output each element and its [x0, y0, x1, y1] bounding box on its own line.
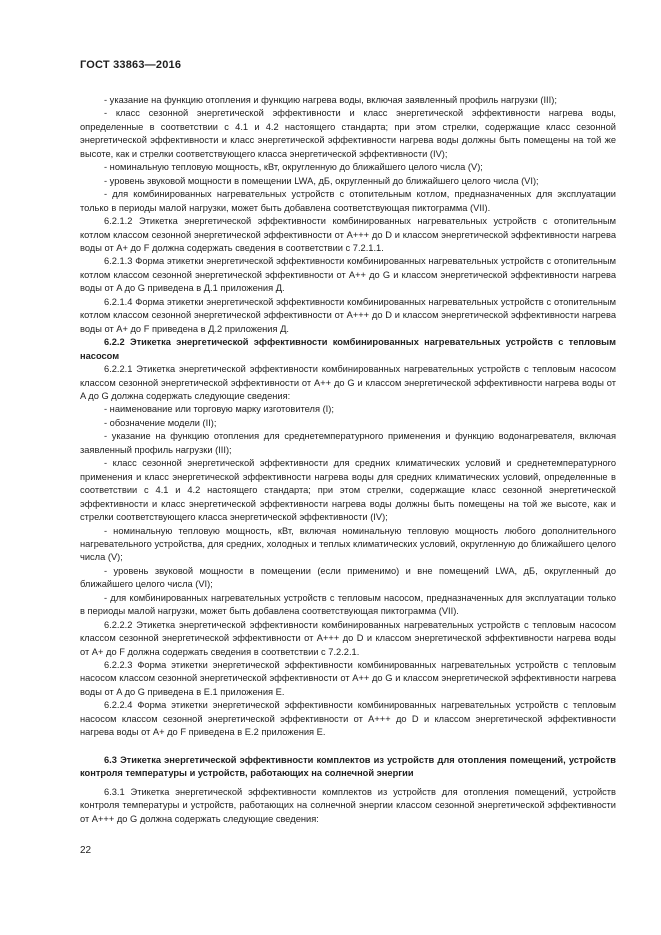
clause-paragraph: 6.2.1.3 Форма этикетки энергетической эффективности комбинированных нагревательных устройств с отопительным котлом классом сезонной энергетической эффективности от A++ до G и классом энергетической эффективности нагрева воды от A до G приведена в Д.1 приложения Д.: [80, 256, 616, 294]
list-item: - обозначение модели (II);: [104, 417, 217, 428]
clause-paragraph: 6.2.2.4 Форма этикетки энергетической эффективности комбинированных нагревательных устройств с тепловым насосом классом сезонной энергетической эффективности от A+++ до D и классом энергетической эффективности нагрева воды от A+ до F приведена в Е.2 приложения Е.: [80, 700, 616, 738]
clause-paragraph: 6.2.2.2 Этикетка энергетической эффективности комбинированных нагревательных устройств с тепловым насосом классом сезонной энергетической эффективности от A+++ до D и классом энергетической эффективности нагрева воды от A+ до F должна содержать сведения в соответствии с 7.2.2.1.: [80, 619, 616, 657]
list-item: - уровень звуковой мощности в помещении (если применимо) и вне помещений LWA, дБ, округленный до ближайшего целого числа (VI);: [80, 565, 616, 590]
list-item: - номинальную тепловую мощность, кВт, округленную до ближайшего целого числа (V);: [104, 162, 483, 173]
clause-paragraph: 6.2.2.3 Форма этикетки энергетической эффективности комбинированных нагревательных устройств с тепловым насосом классом сезонной энергетической эффективности от A++ до G и классом энергетической эффективности нагрева воды от A до G приведена в Е.1 приложения Е.: [80, 660, 616, 697]
list-item: - для комбинированных нагревательных устройств с отопительным котлом, предназначенных для эксплуатации только в периоды малой нагрузки, может быть добавлена соответствующая пиктограмма (VII).: [80, 189, 616, 213]
list-item: - для комбинированных нагревательных устройств с тепловым насосом, предназначенных для эксплуатации только в периоды малой нагрузки, может быть добавлена соответствующая пиктограмма (VII).: [80, 592, 616, 617]
document-header: ГОСТ 33863—2016: [80, 59, 182, 71]
list-item: - уровень звуковой мощности в помещении LWA, дБ, округленный до ближайшего целого числа (VI);: [104, 175, 539, 186]
page-number: 22: [80, 845, 92, 856]
list-item: - наименование или торговую марку изготовителя (I);: [104, 404, 334, 415]
document-body: [80, 94, 616, 826]
section-heading: 6.2.2 Этикетка энергетической эффективности комбинированных нагревательных устройств с тепловым насосом: [80, 337, 616, 361]
clause-paragraph: 6.2.2.1 Этикетка энергетической эффективности комбинированных нагревательных устройств с тепловым насосом классом сезонной энергетической эффективности от A++ до G и классом энергетической эффективности нагрева воды от A до G должна содержать следующие сведения:: [80, 364, 616, 401]
list-item: - номинальную тепловую мощность, кВт, включая номинальную тепловую мощность любого дополнительного нагревательного устройства, для средних, холодных и теплых климатических условий, округленную до ближайшего целого числа (V);: [80, 525, 616, 563]
clause-paragraph: 6.2.1.2 Этикетка энергетической эффективности комбинированных нагревательных устройств с отопительным котлом классом сезонной энергетической эффективности от A+++ до D и классом энергетической эффективности нагрева воды от A+ до F должна содержать сведения в соответствии с 7.2.1.1.: [80, 216, 616, 253]
list-item: - указание на функцию отопления для среднетемпературного применения и функцию водонагревателя, включая заявленный профиль нагрузки (III);: [80, 431, 616, 455]
list-item: - класс сезонной энергетической эффективности для средних климатических условий и среднетемпературного применения и класс энергетической эффективности нагрева воды для средних климатических условий, определенные в соответствии с 4.1 и 4.2 настоящего стандарта; при этом стрелки, содержащие класс сезонной энергетической эффективности и класс энергетической эффективности нагрева воды должны быть помещены на той же высоте, как и стрелки соответствующего класса энергетической эффективности (IV);: [80, 458, 616, 523]
list-item: - класс сезонной энергетической эффективности и класс энергетической эффективности нагрева воды, определенные в соответствии с 4.1 и 4.2 настоящего стандарта; при этом стрелки, содержащие класс сезонной энергетической эффективности и класс энергетической эффективности нагрева воды должны быть помещены на той же высоте, как и стрелки соответствующего класса энергетической эффективности (IV);: [80, 108, 616, 159]
list-item: - указание на функцию отопления и функцию нагрева воды, включая заявленный профиль нагрузки (III);: [104, 95, 557, 105]
clause-paragraph: 6.3.1 Этикетка энергетической эффективности комплектов из устройств для отопления помещений, устройств контроля температуры и устройств, работающих на солнечной энергии классом сезонной энергетической эффективности от A+++ до G должна содержать следующие сведения:: [80, 786, 616, 824]
clause-paragraph: 6.2.1.4 Форма этикетки энергетической эффективности комбинированных нагревательных устройств с отопительным котлом классом сезонной энергетической эффективности от A+++ до D и классом энергетической эффективности нагрева воды от A+ до F приведена в Д.2 приложения Д.: [80, 296, 616, 334]
section-heading: 6.3 Этикетка энергетической эффективности комплектов из устройств для отопления помещений, устройств контроля температуры и устройств, работающих на солнечной энергии: [80, 754, 616, 779]
